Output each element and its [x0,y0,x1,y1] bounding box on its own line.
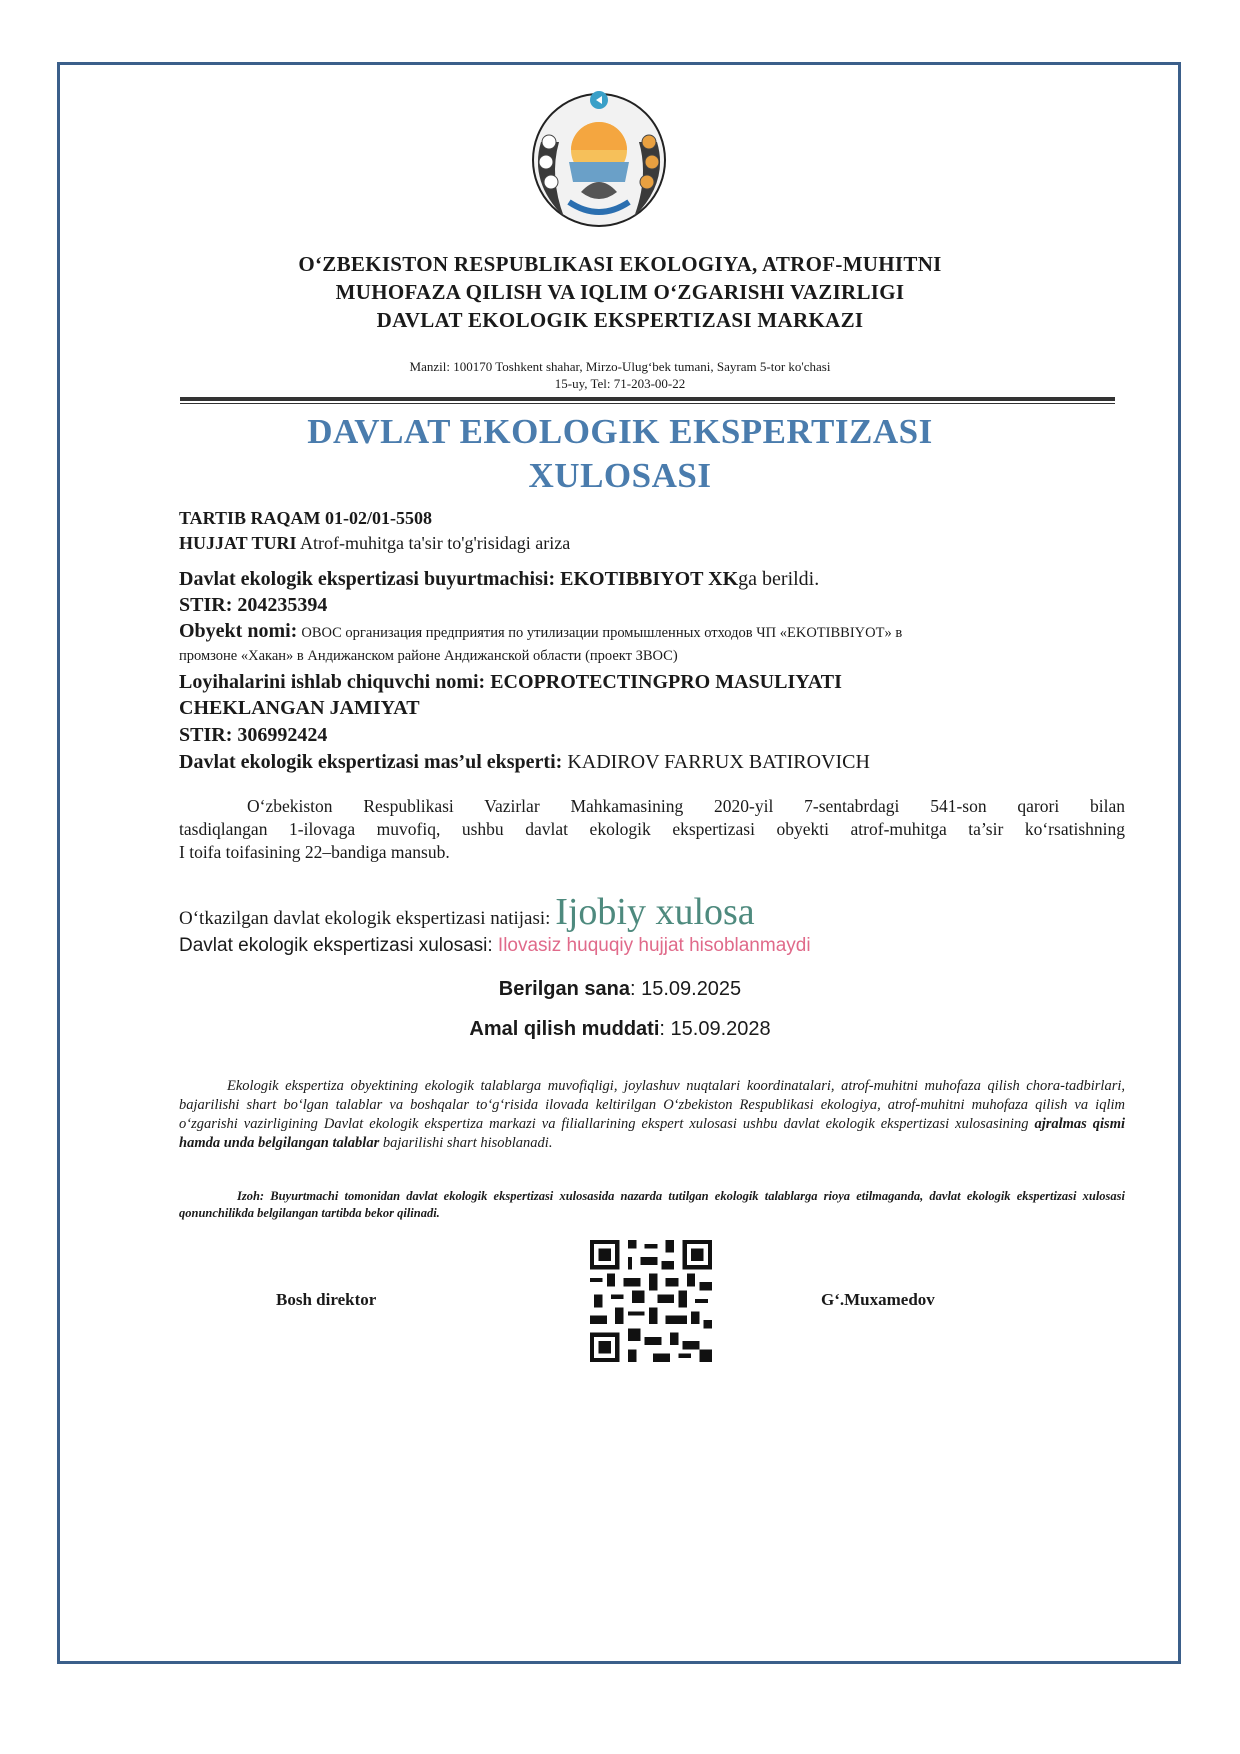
organization-name [170,250,1070,334]
header-divider [180,397,1115,401]
result-label: O‘tkazilgan davlat ekologik ekspertizasi natijasi: [179,908,551,929]
org-line-2: MUHOFAZA QILISH VA IQLIM O‘ZGARISHI VAZIRLIGI [335,280,905,304]
order-number-row [179,508,432,529]
expert-row [179,751,870,774]
conclusion-label: Davlat ekologik ekspertizasi xulosasi: [179,935,493,956]
address [270,358,970,392]
state-emblem-icon [519,82,679,232]
signatory-title: Bosh direktor [276,1290,377,1309]
paragraph-line-2: tasdiqlangan 1-ilovaga muvofiq, ushbu davlat ekologik ekspertizasi obyekti atrof-muhitga ta’sir ko‘rsatishning [179,819,1125,839]
requirements-text [179,1077,1125,1153]
customer-value: EKOTIBBIYOT XK [560,568,739,590]
address-line-1: Manzil: 100170 Toshkent shahar, Mirzo-Ulug‘bek tumani, Sayram 5-tor ko'chasi [409,359,831,374]
object-row [179,620,902,643]
org-line-3: DAVLAT EKOLOGIK EKSPERTIZASI MARKAZI [376,308,864,332]
order-value: 01-02/01-5508 [325,508,433,528]
issued-label: Berilgan sana [498,978,630,1000]
customer-stir: STIR: 204235394 [179,594,328,616]
issued-value: : 15.09.2025 [629,978,742,1000]
doc-type-row [179,533,570,554]
doc-type-value: Atrof-muhitga ta'sir to'g'risidagi ariza [300,533,571,553]
developer-line-2: CHEKLANGAN JAMIYAT [179,697,420,719]
order-label: TARTIB RAQAM [179,508,321,528]
doc-type-label: HUJJAT TURI [179,533,297,553]
requirements-bold: ajralmas qismi hamda unda belgilangan talablar [179,1116,1125,1151]
address-line-2: 15-uy, Tel: 71-203-00-22 [554,376,686,391]
legal-paragraph [179,795,1125,864]
title-line-1: DAVLAT EKOLOGIK EKSPERTIZASI [307,412,933,451]
customer-row [179,568,819,591]
expert-value: KADIROV FARRUX BATIROVICH [567,751,870,773]
issued-date-row [170,978,1070,1001]
conclusion-row [179,935,811,957]
customer-label: Davlat ekologik ekspertizasi buyurtmachisi: [179,568,556,590]
note-text: Izoh: Buyurtmachi tomonidan davlat ekologik ekspertizasi xulosasida nazarda tutilgan ekologik talablarga rioya etilmaganda, davlat ekologik ekspertizasi xulosasi qonunchilikda belgilangan tartibda bekor qilinadi. [179,1189,1125,1220]
org-line-1: O‘ZBEKISTON RESPUBLIKASI EKOLOGIYA, ATROF-MUHITNI [298,252,942,276]
valid-value: : 15.09.2028 [659,1018,771,1040]
signatory-name: G‘.Muxamedov [821,1290,935,1309]
object-value-line-1: ОВОС организация предприятия по утилизации промышленных отходов ЧП «EKOTIBBIYOT» в [301,625,903,641]
object-value-line-2: промзоне «Хакан» в Андижанском районе Андижанской области (проект ЗВОС) [179,648,678,664]
valid-label: Amal qilish muddati [469,1018,660,1040]
customer-suffix: ga berildi. [738,568,820,590]
result-value: Ijobiy xulosa [555,891,755,933]
object-label: Obyekt nomi: [179,620,298,642]
qr-code-icon[interactable] [590,1240,712,1362]
document-title [170,410,1070,498]
conclusion-value: Ilovasiz huquqiy hujjat hisoblanmaydi [497,935,811,956]
expertise-result [179,890,755,934]
requirements-part-1: Ekologik ekspertiza obyektining ekologik talablarga muvofiqligi, joylashuv nuqtalari koordinatalari, atrof-muhitni muhofaza qilish chora-tadbirlari, bajarilishi shart bo‘lgan talablar va boshqalar to‘g‘risida ilovada keltirilgan O‘zbekiston Respublikasi ekologiya, atrof-muhitni muhofaza qilish va iqlim o‘zgarishi vazirligining Davlat ekologik ekspertiza markazi va filiallarining ekspert xulosasi ushbu davlat ekologik ekspertizasi xulosasining [179,1078,1125,1132]
developer-stir: STIR: 306992424 [179,724,328,746]
requirements-part-2: bajarilishi shart hisoblanadi. [382,1135,553,1151]
paragraph-line-3: I toifa toifasining 22–bandiga mansub. [179,842,450,862]
expert-label: Davlat ekologik ekspertizasi mas’ul eksperti: [179,751,563,773]
paragraph-line-1: O‘zbekiston Respublikasi Vazirlar Mahkamasining 2020-yil 7-sentabrdagi 541-son qarori bilan [247,796,1125,816]
validity-row [170,1018,1070,1041]
developer-line-1: Loyihalarini ishlab chiquvchi nomi: ECOPROTECTINGPRO MASULIYATI [179,671,842,693]
header-divider-thin [180,403,1115,404]
title-line-2: XULOSASI [528,456,712,495]
